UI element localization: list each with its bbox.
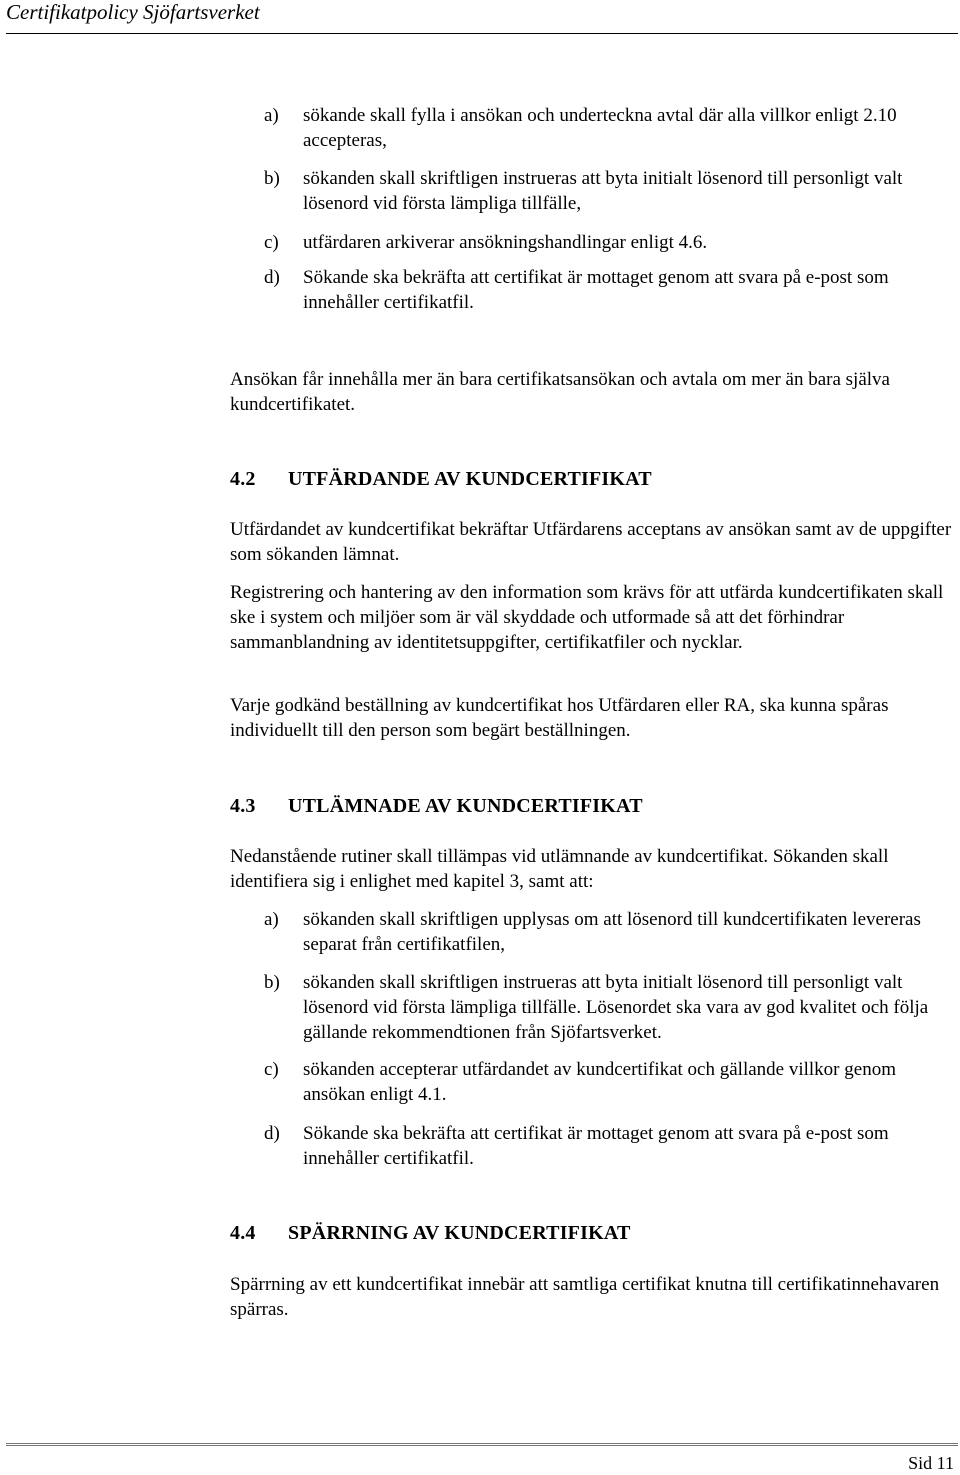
list-text: sökanden accepterar utfärdandet av kundcertifikat och gällande villkor genom ansökan enligt 4.1. (303, 1059, 896, 1105)
list-marker: a) (264, 909, 279, 930)
list-marker: b) (264, 972, 280, 993)
list-text: sökanden skall skriftligen instrueras att byta initialt lösenord till personligt valt lösenord vid första lämpliga tillfälle, (303, 168, 903, 214)
section-number: 4.3 (230, 795, 256, 817)
paragraph: Nedanstående rutiner skall tillämpas vid utlämnande av kundcertifikat. Sökanden skall identifiera sig i enlighet med kapitel 3, samt att: (230, 846, 889, 892)
list-text: sökande skall fylla i ansökan och underteckna avtal där alla villkor enligt 2.10 accepteras, (303, 105, 897, 151)
list-text: sökanden skall skriftligen upplysas om att lösenord till kundcertifikaten levereras separat från certifikatfilen, (303, 909, 921, 955)
section-title: UTFÄRDANDE AV KUNDCERTIFIKAT (288, 468, 652, 490)
section-title: SPÄRRNING AV KUNDCERTIFIKAT (288, 1222, 631, 1244)
page-number: Sid 11 (908, 1453, 954, 1473)
list-text: Sökande ska bekräfta att certifikat är mottaget genom att svara på e-post som innehåller certifikatfil. (303, 1123, 889, 1169)
paragraph: Utfärdandet av kundcertifikat bekräftar Utfärdarens acceptans av ansökan samt av de uppgifter som sökanden lämnat. (230, 519, 952, 565)
paragraph: Varje godkänd beställning av kundcertifikat hos Utfärdaren eller RA, ska kunna spåras individuellt till den person som begärt beställningen. (230, 695, 889, 741)
list-text: sökanden skall skriftligen instrueras att byta initialt lösenord till personligt valt lösenord vid första lämpliga tillfälle. Lösenordet ska vara av god kvalitet och följa gällande rekommendtionen från Sjöfartsverket. (303, 972, 929, 1043)
section-title: UTLÄMNADE AV KUNDCERTIFIKAT (288, 795, 643, 817)
footer-divider (6, 1443, 958, 1446)
header-divider (6, 33, 958, 34)
list-marker: a) (264, 105, 279, 126)
list-marker: b) (264, 168, 280, 189)
list-marker: d) (264, 267, 280, 288)
list-marker: d) (264, 1123, 280, 1144)
list-marker: c) (264, 1059, 279, 1080)
list-text: utfärdaren arkiverar ansökningshandlingar enligt 4.6. (303, 232, 708, 253)
paragraph: Spärrning av ett kundcertifikat innebär att samtliga certifikat knutna till certifikatinnehavaren spärras. (230, 1274, 940, 1320)
document-title: Certifikatpolicy Sjöfartsverket (6, 0, 260, 24)
list-text: Sökande ska bekräfta att certifikat är mottaget genom att svara på e-post som innehåller certifikatfil. (303, 267, 889, 313)
section-number: 4.4 (230, 1222, 256, 1244)
paragraph: Ansökan får innehålla mer än bara certifikatsansökan och avtala om mer än bara själva kundcertifikatet. (230, 369, 890, 415)
section-number: 4.2 (230, 468, 256, 490)
list-marker: c) (264, 232, 279, 253)
paragraph: Registrering och hantering av den information som krävs för att utfärda kundcertifikaten skall ske i system och miljöer som är väl skyddade och utformade så att det förhindrar sammanblandning av identitetsuppgifter, certifikatfiler och nycklar. (230, 582, 944, 653)
